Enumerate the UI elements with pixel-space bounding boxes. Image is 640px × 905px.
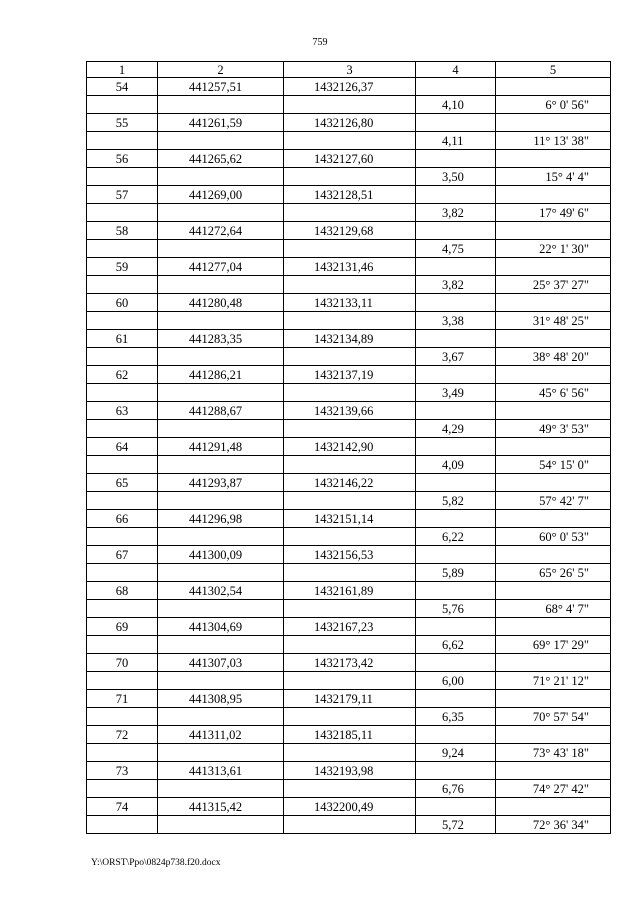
distance-cell: 4,09: [416, 456, 496, 474]
angle-cell: [496, 294, 611, 312]
x-coordinate-cell: [158, 276, 284, 294]
point-number-cell: 64: [87, 438, 158, 456]
table-row: [87, 312, 611, 330]
table-row: [87, 510, 611, 528]
table-row: [87, 78, 611, 96]
y-coordinate-cell: 1432133,11: [284, 294, 416, 312]
table-row: [87, 276, 611, 294]
point-number-cell: 58: [87, 222, 158, 240]
point-number-cell: 74: [87, 798, 158, 816]
y-coordinate-cell: 1432156,53: [284, 546, 416, 564]
distance-cell: 3,38: [416, 312, 496, 330]
angle-cell: [496, 726, 611, 744]
point-number-cell: 67: [87, 546, 158, 564]
x-coordinate-cell: 441261,59: [158, 114, 284, 132]
distance-cell: 5,72: [416, 816, 496, 834]
coordinates-table: [86, 61, 611, 834]
header-col-5: 5: [496, 62, 611, 78]
point-number-cell: [87, 564, 158, 582]
y-coordinate-cell: 1432126,80: [284, 114, 416, 132]
distance-cell: [416, 402, 496, 420]
angle-cell: 54° 15' 0": [496, 456, 611, 474]
distance-cell: [416, 726, 496, 744]
y-coordinate-cell: 1432137,19: [284, 366, 416, 384]
table-row: [87, 582, 611, 600]
distance-cell: 9,24: [416, 744, 496, 762]
point-number-cell: [87, 276, 158, 294]
x-coordinate-cell: 441304,69: [158, 618, 284, 636]
x-coordinate-cell: 441288,67: [158, 402, 284, 420]
point-number-cell: [87, 240, 158, 258]
x-coordinate-cell: 441308,95: [158, 690, 284, 708]
table-row: [87, 600, 611, 618]
distance-cell: 4,29: [416, 420, 496, 438]
x-coordinate-cell: 441265,62: [158, 150, 284, 168]
point-number-cell: [87, 816, 158, 834]
table-row: [87, 330, 611, 348]
distance-cell: [416, 762, 496, 780]
distance-cell: 3,67: [416, 348, 496, 366]
point-number-cell: [87, 312, 158, 330]
x-coordinate-cell: 441280,48: [158, 294, 284, 312]
table-row: [87, 636, 611, 654]
y-coordinate-cell: 1432129,68: [284, 222, 416, 240]
angle-cell: [496, 798, 611, 816]
table-row: [87, 222, 611, 240]
x-coordinate-cell: 441313,61: [158, 762, 284, 780]
table-row: [87, 420, 611, 438]
x-coordinate-cell: 441257,51: [158, 78, 284, 96]
table-row: [87, 186, 611, 204]
point-number-cell: [87, 168, 158, 186]
x-coordinate-cell: 441315,42: [158, 798, 284, 816]
y-coordinate-cell: [284, 816, 416, 834]
x-coordinate-cell: 441269,00: [158, 186, 284, 204]
point-number-cell: [87, 492, 158, 510]
point-number-cell: 71: [87, 690, 158, 708]
point-number-cell: [87, 708, 158, 726]
distance-cell: 4,11: [416, 132, 496, 150]
table-row: [87, 726, 611, 744]
angle-cell: 22° 1' 30": [496, 240, 611, 258]
angle-cell: [496, 258, 611, 276]
distance-cell: 5,76: [416, 600, 496, 618]
y-coordinate-cell: 1432128,51: [284, 186, 416, 204]
y-coordinate-cell: [284, 384, 416, 402]
angle-cell: [496, 402, 611, 420]
x-coordinate-cell: [158, 780, 284, 798]
table-row: [87, 168, 611, 186]
angle-cell: [496, 438, 611, 456]
angle-cell: [496, 546, 611, 564]
table-row: [87, 690, 611, 708]
angle-cell: 17° 49' 6": [496, 204, 611, 222]
point-number-cell: [87, 780, 158, 798]
header-col-1: 1: [87, 62, 158, 78]
x-coordinate-cell: 441277,04: [158, 258, 284, 276]
table-row: [87, 492, 611, 510]
angle-cell: [496, 510, 611, 528]
y-coordinate-cell: [284, 780, 416, 798]
point-number-cell: [87, 420, 158, 438]
angle-cell: 11° 13' 38": [496, 132, 611, 150]
table-row: [87, 114, 611, 132]
angle-cell: [496, 222, 611, 240]
x-coordinate-cell: [158, 204, 284, 222]
angle-cell: 38° 48' 20": [496, 348, 611, 366]
y-coordinate-cell: [284, 96, 416, 114]
table-row: [87, 96, 611, 114]
x-coordinate-cell: 441286,21: [158, 366, 284, 384]
angle-cell: [496, 78, 611, 96]
table-row: [87, 780, 611, 798]
point-number-cell: 68: [87, 582, 158, 600]
x-coordinate-cell: 441272,64: [158, 222, 284, 240]
point-number-cell: 57: [87, 186, 158, 204]
point-number-cell: 61: [87, 330, 158, 348]
distance-cell: [416, 618, 496, 636]
table-row: [87, 744, 611, 762]
table-row: [87, 456, 611, 474]
point-number-cell: [87, 600, 158, 618]
x-coordinate-cell: [158, 456, 284, 474]
header-col-3: 3: [284, 62, 416, 78]
x-coordinate-cell: [158, 708, 284, 726]
table-row: [87, 546, 611, 564]
table-row: [87, 474, 611, 492]
angle-cell: [496, 366, 611, 384]
x-coordinate-cell: [158, 312, 284, 330]
angle-cell: 70° 57' 54": [496, 708, 611, 726]
x-coordinate-cell: 441300,09: [158, 546, 284, 564]
distance-cell: [416, 78, 496, 96]
angle-cell: 69° 17' 29": [496, 636, 611, 654]
y-coordinate-cell: 1432142,90: [284, 438, 416, 456]
distance-cell: [416, 654, 496, 672]
table-row: [87, 240, 611, 258]
angle-cell: [496, 330, 611, 348]
table-header: [87, 62, 611, 78]
y-coordinate-cell: 1432185,11: [284, 726, 416, 744]
y-coordinate-cell: 1432127,60: [284, 150, 416, 168]
table-row: [87, 384, 611, 402]
table-body: [87, 78, 611, 834]
point-number-cell: [87, 672, 158, 690]
point-number-cell: 69: [87, 618, 158, 636]
distance-cell: 6,76: [416, 780, 496, 798]
point-number-cell: [87, 384, 158, 402]
point-number-cell: [87, 132, 158, 150]
x-coordinate-cell: 441311,02: [158, 726, 284, 744]
y-coordinate-cell: 1432131,46: [284, 258, 416, 276]
y-coordinate-cell: 1432139,66: [284, 402, 416, 420]
x-coordinate-cell: 441291,48: [158, 438, 284, 456]
y-coordinate-cell: 1432126,37: [284, 78, 416, 96]
distance-cell: 4,10: [416, 96, 496, 114]
y-coordinate-cell: [284, 312, 416, 330]
distance-cell: 5,89: [416, 564, 496, 582]
table-row: [87, 816, 611, 834]
y-coordinate-cell: 1432167,23: [284, 618, 416, 636]
table-row: [87, 654, 611, 672]
table-row: [87, 258, 611, 276]
x-coordinate-cell: 441296,98: [158, 510, 284, 528]
distance-cell: 3,82: [416, 204, 496, 222]
distance-cell: [416, 546, 496, 564]
table-row: [87, 366, 611, 384]
angle-cell: [496, 690, 611, 708]
x-coordinate-cell: [158, 348, 284, 366]
angle-cell: 65° 26' 5": [496, 564, 611, 582]
table-row: [87, 762, 611, 780]
distance-cell: 6,22: [416, 528, 496, 546]
distance-cell: [416, 186, 496, 204]
y-coordinate-cell: 1432146,22: [284, 474, 416, 492]
x-coordinate-cell: [158, 240, 284, 258]
point-number-cell: [87, 744, 158, 762]
angle-cell: 45° 6' 56": [496, 384, 611, 402]
distance-cell: [416, 438, 496, 456]
x-coordinate-cell: [158, 600, 284, 618]
angle-cell: 74° 27' 42": [496, 780, 611, 798]
point-number-cell: [87, 528, 158, 546]
x-coordinate-cell: [158, 636, 284, 654]
x-coordinate-cell: 441307,03: [158, 654, 284, 672]
angle-cell: [496, 654, 611, 672]
angle-cell: 25° 37' 27": [496, 276, 611, 294]
point-number-cell: [87, 636, 158, 654]
y-coordinate-cell: [284, 420, 416, 438]
angle-cell: [496, 150, 611, 168]
header-col-2: 2: [158, 62, 284, 78]
point-number-cell: [87, 96, 158, 114]
y-coordinate-cell: 1432179,11: [284, 690, 416, 708]
x-coordinate-cell: [158, 564, 284, 582]
y-coordinate-cell: [284, 348, 416, 366]
distance-cell: 6,62: [416, 636, 496, 654]
y-coordinate-cell: [284, 168, 416, 186]
table-row: [87, 348, 611, 366]
table-row: [87, 564, 611, 582]
x-coordinate-cell: 441283,35: [158, 330, 284, 348]
y-coordinate-cell: [284, 204, 416, 222]
point-number-cell: [87, 204, 158, 222]
point-number-cell: 72: [87, 726, 158, 744]
distance-cell: [416, 222, 496, 240]
angle-cell: 31° 48' 25": [496, 312, 611, 330]
angle-cell: 68° 4' 7": [496, 600, 611, 618]
angle-cell: [496, 618, 611, 636]
y-coordinate-cell: 1432193,98: [284, 762, 416, 780]
x-coordinate-cell: [158, 132, 284, 150]
table-row: [87, 618, 611, 636]
table-row: [87, 708, 611, 726]
angle-cell: 57° 42' 7": [496, 492, 611, 510]
angle-cell: 15° 4' 4": [496, 168, 611, 186]
distance-cell: 5,82: [416, 492, 496, 510]
distance-cell: 3,49: [416, 384, 496, 402]
distance-cell: [416, 582, 496, 600]
angle-cell: 72° 36' 34": [496, 816, 611, 834]
table-row: [87, 402, 611, 420]
distance-cell: 6,00: [416, 672, 496, 690]
angle-cell: [496, 762, 611, 780]
point-number-cell: 62: [87, 366, 158, 384]
x-coordinate-cell: [158, 672, 284, 690]
point-number-cell: 73: [87, 762, 158, 780]
point-number-cell: 66: [87, 510, 158, 528]
distance-cell: [416, 474, 496, 492]
y-coordinate-cell: [284, 492, 416, 510]
distance-cell: [416, 150, 496, 168]
angle-cell: 73° 43' 18": [496, 744, 611, 762]
distance-cell: [416, 510, 496, 528]
x-coordinate-cell: [158, 384, 284, 402]
point-number-cell: 65: [87, 474, 158, 492]
table-row: [87, 132, 611, 150]
y-coordinate-cell: [284, 708, 416, 726]
angle-cell: [496, 114, 611, 132]
y-coordinate-cell: [284, 276, 416, 294]
distance-cell: 6,35: [416, 708, 496, 726]
distance-cell: [416, 258, 496, 276]
angle-cell: 6° 0' 56": [496, 96, 611, 114]
footer-file-path: Y:\ORST\Ppo\0824p738.f20.docx: [91, 858, 221, 868]
distance-cell: [416, 690, 496, 708]
page-number: 759: [312, 37, 328, 48]
distance-cell: [416, 330, 496, 348]
table-row: [87, 204, 611, 222]
y-coordinate-cell: 1432151,14: [284, 510, 416, 528]
angle-cell: 49° 3' 53": [496, 420, 611, 438]
x-coordinate-cell: [158, 96, 284, 114]
point-number-cell: 54: [87, 78, 158, 96]
angle-cell: [496, 582, 611, 600]
table-row: [87, 672, 611, 690]
distance-cell: 4,75: [416, 240, 496, 258]
point-number-cell: [87, 456, 158, 474]
x-coordinate-cell: [158, 420, 284, 438]
distance-cell: [416, 294, 496, 312]
y-coordinate-cell: 1432200,49: [284, 798, 416, 816]
distance-cell: 3,82: [416, 276, 496, 294]
x-coordinate-cell: [158, 816, 284, 834]
y-coordinate-cell: [284, 240, 416, 258]
x-coordinate-cell: [158, 168, 284, 186]
table-row: [87, 294, 611, 312]
table-row: [87, 528, 611, 546]
y-coordinate-cell: [284, 528, 416, 546]
header-row: [87, 62, 611, 78]
point-number-cell: 63: [87, 402, 158, 420]
x-coordinate-cell: 441302,54: [158, 582, 284, 600]
header-col-4: 4: [416, 62, 496, 78]
x-coordinate-cell: [158, 744, 284, 762]
y-coordinate-cell: 1432161,89: [284, 582, 416, 600]
y-coordinate-cell: [284, 456, 416, 474]
point-number-cell: 59: [87, 258, 158, 276]
x-coordinate-cell: [158, 492, 284, 510]
y-coordinate-cell: [284, 672, 416, 690]
y-coordinate-cell: [284, 744, 416, 762]
point-number-cell: 55: [87, 114, 158, 132]
point-number-cell: 60: [87, 294, 158, 312]
y-coordinate-cell: [284, 132, 416, 150]
point-number-cell: [87, 348, 158, 366]
x-coordinate-cell: [158, 528, 284, 546]
y-coordinate-cell: 1432134,89: [284, 330, 416, 348]
distance-cell: [416, 114, 496, 132]
angle-cell: [496, 186, 611, 204]
x-coordinate-cell: 441293,87: [158, 474, 284, 492]
angle-cell: [496, 474, 611, 492]
point-number-cell: 70: [87, 654, 158, 672]
table-row: [87, 438, 611, 456]
distance-cell: [416, 366, 496, 384]
table-row: [87, 150, 611, 168]
table-row: [87, 798, 611, 816]
distance-cell: [416, 798, 496, 816]
angle-cell: 71° 21' 12": [496, 672, 611, 690]
distance-cell: 3,50: [416, 168, 496, 186]
y-coordinate-cell: 1432173,42: [284, 654, 416, 672]
angle-cell: 60° 0' 53": [496, 528, 611, 546]
y-coordinate-cell: [284, 564, 416, 582]
y-coordinate-cell: [284, 636, 416, 654]
y-coordinate-cell: [284, 600, 416, 618]
point-number-cell: 56: [87, 150, 158, 168]
